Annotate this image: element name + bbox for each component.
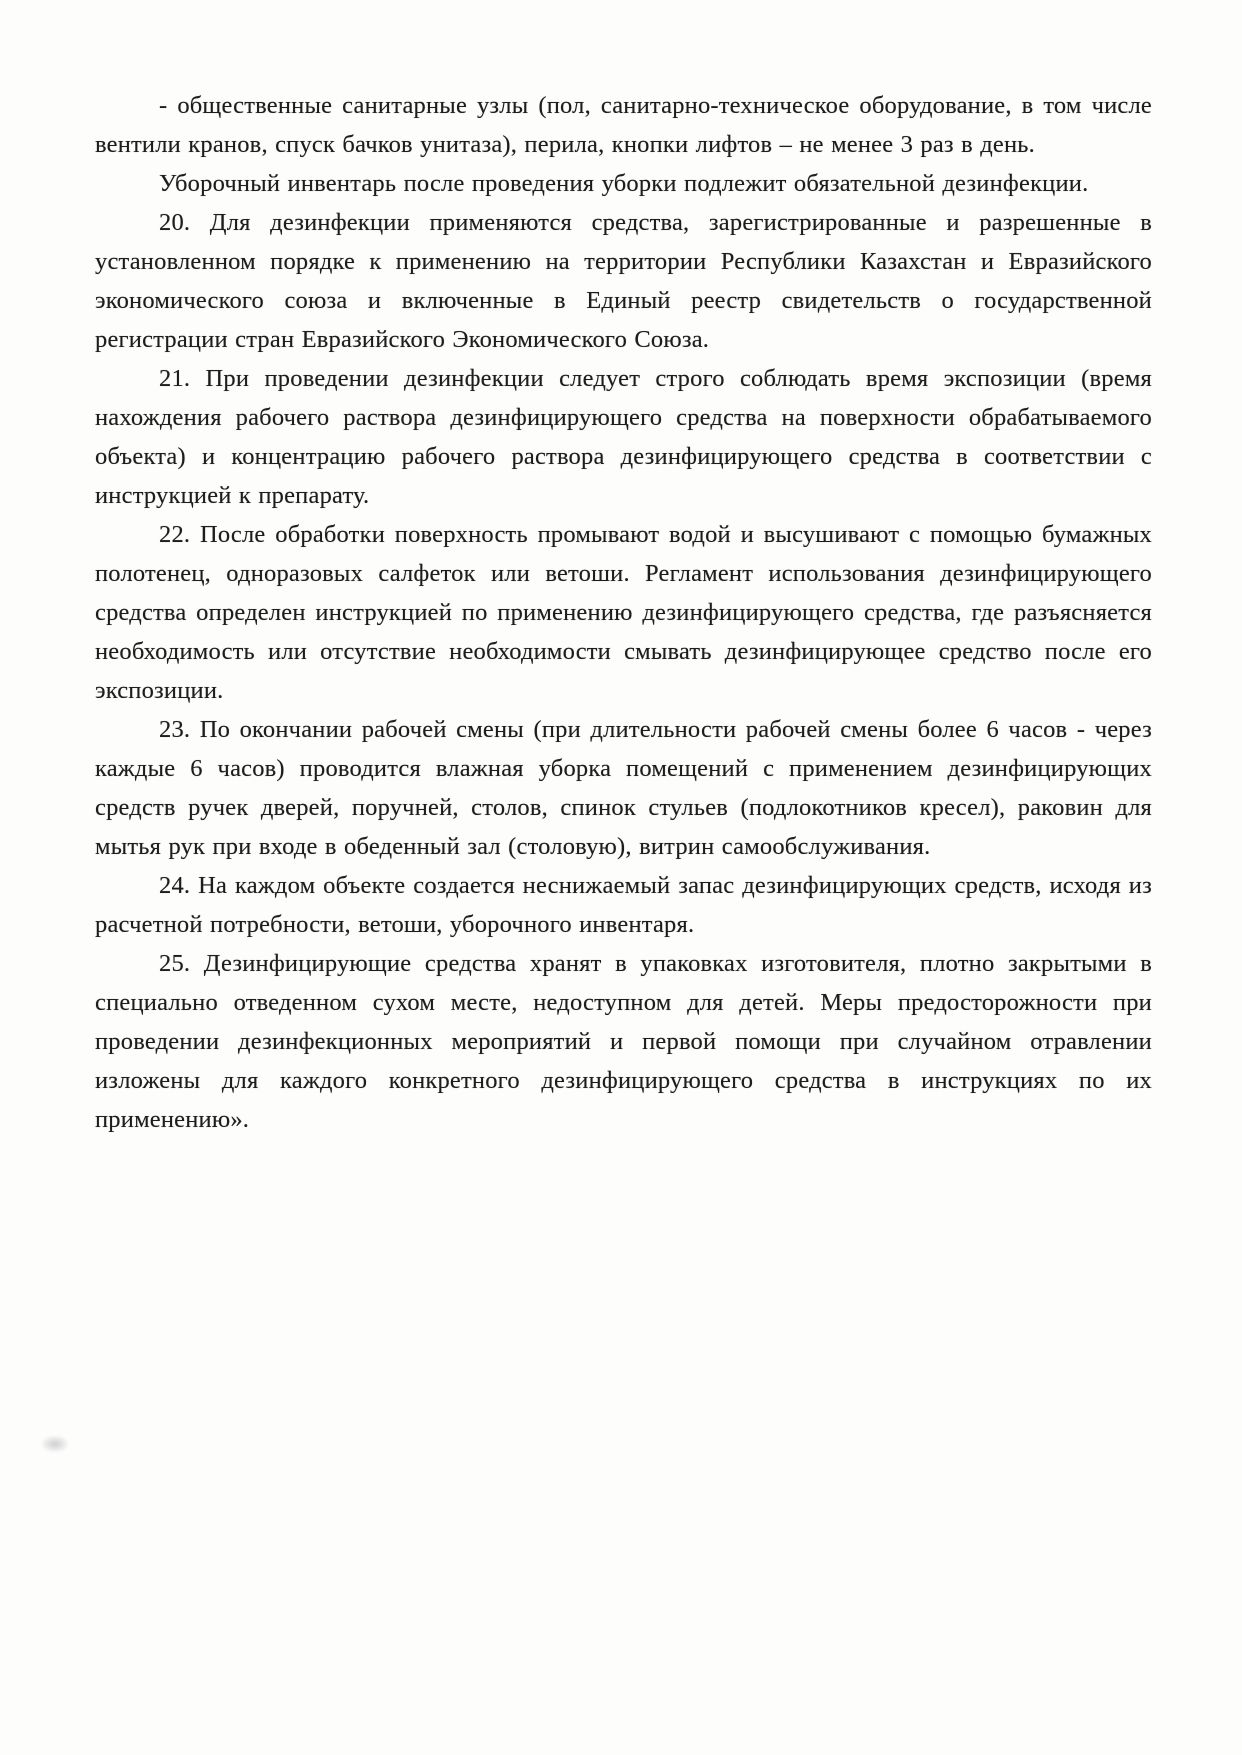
paragraph-23: 23. По окончании рабочей смены (при длительности рабочей смены более 6 часов - через каждые 6 часов) проводится влажная уборка помещений с применением дезинфицирующих средств ручек дверей, поручней, столов, спинок стульев (подлокотников кресел), раковин для мытья рук при входе в обеденный зал (столовую), витрин самообслуживания. <box>95 716 1152 860</box>
paragraph-sanitary-units: - общественные санитарные узлы (пол, санитарно-техническое оборудование, в том числе вентили кранов, спуск бачков унитаза), перила, кнопки лифтов – не менее 3 раз в день. <box>95 92 1152 158</box>
paragraph-25: 25. Дезинфицирующие средства хранят в упаковках изготовителя, плотно закрытыми в специально отведенном сухом месте, недоступном для детей. Меры предосторожности при проведении дезинфекционных мероприятий и первой помощи при случайном отравлении изложены для каждого конкретного дезинфицирующего средства в инструкциях по их применению». <box>95 950 1152 1133</box>
paragraph-21: 21. При проведении дезинфекции следует строго соблюдать время экспозиции (время нахождения рабочего раствора дезинфицирующего средства на поверхности обрабатываемого объекта) и концентрацию рабочего раствора дезинфицирующего средства в соответствии с инструкцией к препарату. <box>95 365 1152 509</box>
paragraph-cleaning-inventory: Уборочный инвентарь после проведения уборки подлежит обязательной дезинфекции. <box>159 170 1089 197</box>
scan-smudge-artifact <box>42 1436 68 1452</box>
paragraph-22: 22. После обработки поверхность промывают водой и высушивают с помощью бумажных полотенец, одноразовых салфеток или ветоши. Регламент использования дезинфицирующего средства определен инструкцией по применению дезинфицирующего средства, где разъясняется необходимость или отсутствие необходимости смывать дезинфицирующее средство после его экспозиции. <box>95 521 1152 704</box>
document-text-block <box>95 86 1152 1139</box>
paragraph-24: 24. На каждом объекте создается неснижаемый запас дезинфицирующих средств, исходя из расчетной потребности, ветоши, уборочного инвентаря. <box>95 872 1152 938</box>
paragraph-20: 20. Для дезинфекции применяются средства, зарегистрированные и разрешенные в установленном порядке к применению на территории Республики Казахстан и Евразийского экономического союза и включенные в Единый реестр свидетельств о государственной регистрации стран Евразийского Экономического Союза. <box>95 209 1152 353</box>
